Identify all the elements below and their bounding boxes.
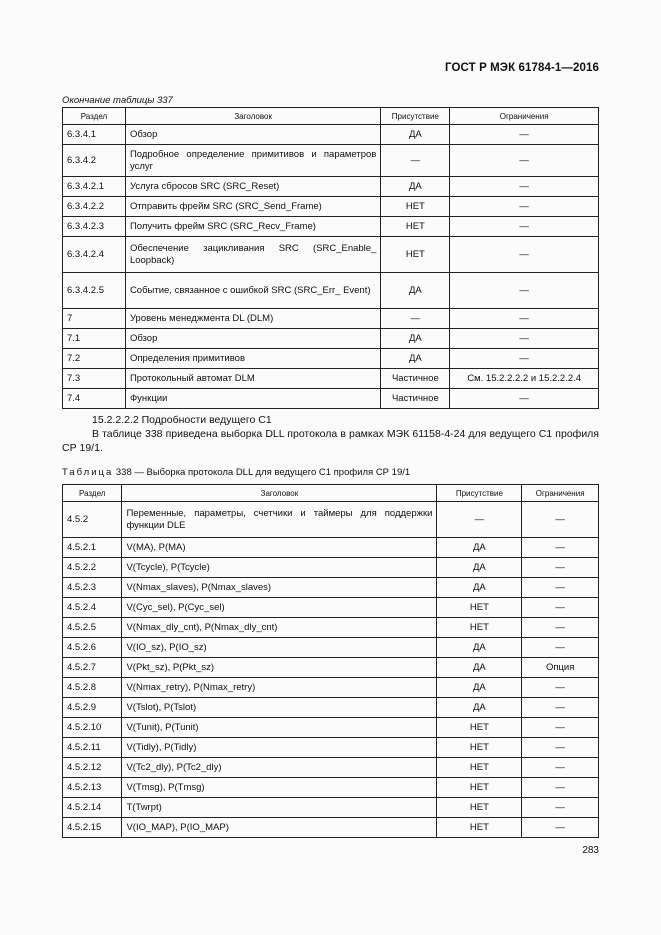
cell-title: Определения примитивов	[125, 349, 380, 369]
cell-presence: НЕТ	[381, 237, 450, 273]
cell-title: Услуга сбросов SRC (SRC_Reset)	[125, 177, 380, 197]
cell-restrictions: —	[450, 273, 599, 309]
cell-presence: Частичное	[381, 389, 450, 409]
cell-section: 4.5.2.15	[63, 818, 122, 838]
cell-presence: НЕТ	[437, 758, 522, 778]
cell-presence: ДА	[437, 638, 522, 658]
page-number: 283	[582, 845, 599, 856]
cell-title: V(Nmax_slaves), P(Nmax_slaves)	[122, 578, 437, 598]
cell-restrictions: —	[522, 718, 599, 738]
cell-section: 4.5.2.2	[63, 558, 122, 578]
cell-section: 4.5.2.12	[63, 758, 122, 778]
table1-caption: Окончание таблицы 337	[62, 95, 173, 106]
table-row	[63, 758, 599, 778]
cell-presence: НЕТ	[381, 197, 450, 217]
col-header-section: Раздел	[63, 485, 122, 502]
table-row	[63, 125, 599, 145]
table-row	[63, 618, 599, 638]
cell-title: V(Tc2_dly), P(Tc2_dly)	[122, 758, 437, 778]
table-row	[63, 217, 599, 237]
cell-presence: НЕТ	[437, 798, 522, 818]
cell-presence: —	[437, 502, 522, 538]
cell-presence: НЕТ	[437, 818, 522, 838]
col-header-presence: Присутствие	[381, 108, 450, 125]
table-row	[63, 818, 599, 838]
cell-presence: Частичное	[381, 369, 450, 389]
cell-section: 6.3.4.2	[63, 145, 126, 177]
table-row	[63, 678, 599, 698]
cell-restrictions: —	[522, 818, 599, 838]
cell-title: Функции	[125, 389, 380, 409]
table2-header-row	[63, 485, 599, 502]
cell-restrictions: —	[450, 349, 599, 369]
cell-section: 4.5.2	[63, 502, 122, 538]
table-338	[62, 484, 599, 838]
cell-title: V(MA), P(MA)	[122, 538, 437, 558]
section-body: В таблице 338 приведена выборка DLL протокола в рамках МЭК 61158-4-24 для ведущего С1 профиля СР 19/1.	[62, 428, 599, 454]
cell-restrictions: —	[450, 237, 599, 273]
cell-title: Протокольный автомат DLM	[125, 369, 380, 389]
cell-section: 4.5.2.5	[63, 618, 122, 638]
col-header-restrictions: Ограничения	[522, 485, 599, 502]
cell-restrictions: —	[522, 798, 599, 818]
cell-presence: ДА	[381, 177, 450, 197]
table-row	[63, 738, 599, 758]
cell-presence: ДА	[437, 538, 522, 558]
cell-title: V(Tidly), P(Tidly)	[122, 738, 437, 758]
cell-restrictions: —	[450, 197, 599, 217]
cell-presence: ДА	[381, 125, 450, 145]
cell-section: 4.5.2.11	[63, 738, 122, 758]
cell-presence: ДА	[437, 698, 522, 718]
cell-presence: ДА	[437, 578, 522, 598]
table-row	[63, 237, 599, 273]
table-row	[63, 558, 599, 578]
cell-presence: ДА	[437, 678, 522, 698]
table-row	[63, 273, 599, 309]
cell-restrictions: —	[522, 758, 599, 778]
table-row	[63, 389, 599, 409]
cell-restrictions: —	[522, 618, 599, 638]
cell-restrictions: —	[450, 217, 599, 237]
cell-section: 4.5.2.8	[63, 678, 122, 698]
cell-section: 4.5.2.4	[63, 598, 122, 618]
table-row	[63, 778, 599, 798]
cell-restrictions: —	[450, 177, 599, 197]
cell-restrictions: —	[522, 638, 599, 658]
cell-title: V(Tslot), P(Tslot)	[122, 698, 437, 718]
cell-title: T(Twrpt)	[122, 798, 437, 818]
cell-section: 4.5.2.10	[63, 718, 122, 738]
cell-section: 6.3.4.2.3	[63, 217, 126, 237]
table-row	[63, 578, 599, 598]
standard-header: ГОСТ Р МЭК 61784-1—2016	[445, 62, 599, 74]
col-header-presence: Присутствие	[437, 485, 522, 502]
table-row	[63, 177, 599, 197]
table-337-end	[62, 107, 599, 409]
cell-title: V(IO_MAP), P(IO_MAP)	[122, 818, 437, 838]
cell-restrictions: См. 15.2.2.2.2 и 15.2.2.2.4	[450, 369, 599, 389]
cell-restrictions: —	[522, 578, 599, 598]
table-row	[63, 145, 599, 177]
table-row	[63, 598, 599, 618]
cell-title: Событие, связанное с ошибкой SRC (SRC_Err_ Event)	[125, 273, 380, 309]
cell-presence: ДА	[381, 273, 450, 309]
col-header-restrictions: Ограничения	[450, 108, 599, 125]
cell-section: 4.5.2.1	[63, 538, 122, 558]
cell-restrictions: —	[522, 738, 599, 758]
table-row	[63, 197, 599, 217]
cell-section: 6.3.4.2.1	[63, 177, 126, 197]
cell-title: Обзор	[125, 329, 380, 349]
cell-title: Подробное определение примитивов и параметров услуг	[125, 145, 380, 177]
cell-section: 6.3.4.2.5	[63, 273, 126, 309]
cell-section: 7	[63, 309, 126, 329]
table-row	[63, 329, 599, 349]
cell-title: Обеспечение зацикливания SRC (SRC_Enable_ Loopback)	[125, 237, 380, 273]
cell-title: V(Tunit), P(Tunit)	[122, 718, 437, 738]
cell-presence: ДА	[437, 558, 522, 578]
table-row	[63, 369, 599, 389]
section-heading: 15.2.2.2.2 Подробности ведущего С1	[92, 414, 272, 426]
cell-restrictions: —	[522, 538, 599, 558]
table-row	[63, 638, 599, 658]
cell-presence: ДА	[437, 658, 522, 678]
table2-caption-prefix: Таблица	[62, 467, 114, 478]
cell-presence: НЕТ	[437, 598, 522, 618]
cell-restrictions: —	[522, 698, 599, 718]
cell-title: Обзор	[125, 125, 380, 145]
cell-title: V(Cyc_sel), P(Cyc_sel)	[122, 598, 437, 618]
cell-section: 4.5.2.9	[63, 698, 122, 718]
cell-presence: —	[381, 145, 450, 177]
cell-restrictions: —	[450, 125, 599, 145]
cell-title: V(Nmax_dly_cnt), P(Nmax_dly_cnt)	[122, 618, 437, 638]
cell-restrictions: —	[450, 145, 599, 177]
cell-restrictions: —	[450, 389, 599, 409]
table-row	[63, 718, 599, 738]
table1-header-row	[63, 108, 599, 125]
cell-section: 7.2	[63, 349, 126, 369]
cell-restrictions: —	[522, 598, 599, 618]
cell-restrictions: —	[522, 558, 599, 578]
cell-restrictions: —	[522, 678, 599, 698]
cell-section: 4.5.2.13	[63, 778, 122, 798]
cell-title: Переменные, параметры, счетчики и таймеры для поддержки функции DLE	[122, 502, 437, 538]
cell-title: Получить фрейм SRC (SRC_Recv_Frame)	[125, 217, 380, 237]
col-header-section: Раздел	[63, 108, 126, 125]
cell-section: 6.3.4.2.4	[63, 237, 126, 273]
col-header-title: Заголовок	[125, 108, 380, 125]
table-row	[63, 798, 599, 818]
cell-section: 4.5.2.14	[63, 798, 122, 818]
cell-title: V(Nmax_retry), P(Nmax_retry)	[122, 678, 437, 698]
cell-section: 6.3.4.2.2	[63, 197, 126, 217]
cell-presence: НЕТ	[437, 778, 522, 798]
cell-presence: ДА	[381, 349, 450, 369]
cell-title: Отправить фрейм SRC (SRC_Send_Frame)	[125, 197, 380, 217]
table-row	[63, 309, 599, 329]
table-row	[63, 502, 599, 538]
cell-restrictions: Опция	[522, 658, 599, 678]
cell-section: 4.5.2.6	[63, 638, 122, 658]
table2-caption	[62, 467, 410, 478]
cell-section: 4.5.2.3	[63, 578, 122, 598]
cell-title: V(Pkt_sz), P(Pkt_sz)	[122, 658, 437, 678]
cell-section: 6.3.4.1	[63, 125, 126, 145]
col-header-title: Заголовок	[122, 485, 437, 502]
table-row	[63, 698, 599, 718]
cell-restrictions: —	[450, 329, 599, 349]
cell-presence: НЕТ	[437, 738, 522, 758]
cell-section: 7.4	[63, 389, 126, 409]
cell-title: V(Tcycle), P(Tcycle)	[122, 558, 437, 578]
table-row	[63, 658, 599, 678]
cell-presence: ДА	[381, 329, 450, 349]
table-row	[63, 349, 599, 369]
cell-section: 4.5.2.7	[63, 658, 122, 678]
cell-section: 7.3	[63, 369, 126, 389]
cell-title: V(IO_sz), P(IO_sz)	[122, 638, 437, 658]
cell-title: V(Tmsg), P(Tmsg)	[122, 778, 437, 798]
table-row	[63, 538, 599, 558]
cell-restrictions: —	[522, 778, 599, 798]
cell-restrictions: —	[450, 309, 599, 329]
cell-presence: —	[381, 309, 450, 329]
cell-presence: НЕТ	[437, 618, 522, 638]
cell-presence: НЕТ	[381, 217, 450, 237]
cell-title: Уровень менеджмента DL (DLM)	[125, 309, 380, 329]
cell-section: 7.1	[63, 329, 126, 349]
cell-restrictions: —	[522, 502, 599, 538]
cell-presence: НЕТ	[437, 718, 522, 738]
table2-caption-text: 338 — Выборка протокола DLL для ведущего С1 профиля СР 19/1	[115, 467, 411, 478]
